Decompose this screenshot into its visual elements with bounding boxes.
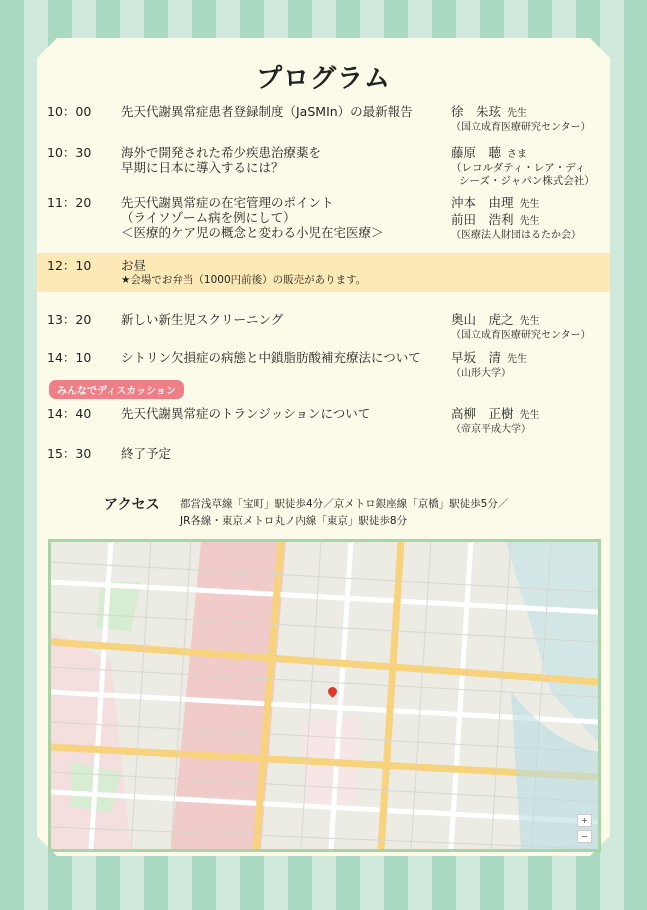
page-title: プログラム <box>256 64 391 94</box>
lunch-note: ★会場でお弁当（1000円前後）の販売があります。 <box>121 274 367 286</box>
speaker: 奥山 虎之 先生 （国立成育医療研究センター） <box>451 312 591 341</box>
topic: 海外で開発された希少疾患治療薬を 早期に日本に導入するには？ <box>121 145 322 175</box>
topic: 終了予定 <box>121 446 172 461</box>
time: 14：10 <box>47 350 92 365</box>
access-map[interactable] <box>48 539 601 852</box>
time: 10：00 <box>47 104 92 119</box>
speaker: 徐 朱玹 先生 （国立成育医療研究センター） <box>451 104 591 133</box>
topic: 先天代謝異常症の在宅管理のポイント （ライソゾーム病を例にして） ＜医療的ケア児の概念と変わる小児在宅医療＞ <box>121 195 384 240</box>
time: 11：20 <box>47 195 92 210</box>
topic: 先天代謝異常症患者登録制度（JaSMIn）の最新報告 <box>121 104 413 119</box>
time: 12：10 <box>47 258 92 273</box>
map-zoom-in-button[interactable]: + <box>577 814 592 827</box>
speaker: 沖本 由理 先生 前田 浩利 先生 （医療法人財団はるたか会） <box>451 195 581 241</box>
time: 13：20 <box>47 312 92 327</box>
access-label: アクセス <box>104 497 160 513</box>
map-graphic <box>51 542 598 849</box>
time: 14：40 <box>47 406 92 421</box>
map-zoom-out-button[interactable]: − <box>577 830 592 843</box>
discussion-badge: みんなでディスカッション <box>49 380 184 399</box>
topic: 先天代謝異常症のトランジッションについて <box>121 406 371 421</box>
time: 15：30 <box>47 446 92 461</box>
time: 10：30 <box>47 145 92 160</box>
speaker: 早坂 清 先生 （山形大学） <box>451 350 528 379</box>
speaker: 藤原 聴 さま （レコルダティ・レア・ディ シーズ・ジャパン株式会社） <box>451 145 595 187</box>
topic: シトリン欠損症の病態と中鎖脂肪酸補充療法について <box>121 350 421 365</box>
access-directions: 都営浅草線「宝町」駅徒歩4分／京メトロ銀座線「京橋」駅徒歩5分／ JR各線・東京メトロ丸ノ内線「東京」駅徒歩8分 <box>180 498 509 527</box>
topic: お昼 ★会場でお弁当（1000円前後）の販売があります。 <box>121 258 367 286</box>
topic: 新しい新生児スクリーニング <box>121 312 284 327</box>
speaker: 高柳 正樹 先生 （帝京平成大学） <box>451 406 540 435</box>
